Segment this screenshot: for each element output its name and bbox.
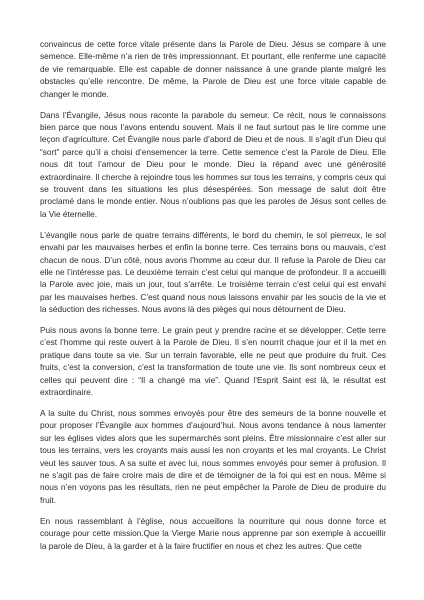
paragraph-4: Puis nous avons la bonne terre. Le grain peut y prendre racine et se développer. Cette terre c’est l’homme qui reste ouvert à la Parole de Dieu. Il s’en nourrit chaque jour et il la met en pratique dans toute sa vie. Sur un terrain favorable, elle ne peut que produire du fruit. Ces fruits, c’est la conversion, c’est la transformation de toute une vie. Ils sont nombreux ceux et celles qui peuvent dire : “Il a changé ma vie”. Quand l’Esprit Saint est là, le résultat est extraordinaire. [40,325,386,398]
paragraph-1: convaincus de cette force vitale présente dans la Parole de Dieu. Jésus se compare à une semence. Elle-même n’a rien de très impressionnant. Et pourtant, elle renferme une capacité de vie remarquable. Elle est capable de donner naissance à une grande plante malgré les obstacles qu’elle rencontre. De même, la Parole de Dieu est une force vitale capable de changer le monde. [40,39,386,99]
paragraph-5: A la suite du Christ, nous sommes envoyés pour être des semeurs de la bonne nouvelle et pour proposer l’Évangile aux hommes d’aujourd’hui. Nous avons tendance à nous lamenter sur les églises vides alors que les supermarchés sont pleins. Être missionnaire c’est aller sur tous les terrains, vers les croyants mais aussi les non croyants et les mal croyants. Le Christ veut les sauver tous. A sa suite et avec lui, nous sommes envoyés pour semer à profusion. Il ne s’agit pas de faire croire mais de dire et de témoigner de la foi qui est en nous. Même si nous n’en voyons pas les résultats, rien ne peut empêcher la Parole de Dieu de produire du fruit. [40,407,386,505]
paragraph-6: En nous rassemblant à l’église, nous accueillons la nourriture qui nous donne force et courage pour cette mission.Que la Vierge Marie nous apprenne par son exemple à accueillir la parole de Dieu, à la garder et à la faire fructifier en nous et chez les autres. Que cette [40,515,386,551]
paragraph-2: Dans l’Évangile, Jésus nous raconte la parabole du semeur. Ce récit, nous le connaissons bien parce que nous l’avons entendu souvent. Mais il ne faut surtout pas le lire comme une leçon d’agriculture. Cet Évangile nous parle d’abord de Dieu et de nous. Il s’agit d’un Dieu qui “sort” parce qu’il a choisi d’ensemencer la terre. Cette semence c’est la Parole de Dieu. Elle nous dit tout l’amour de Dieu pour le monde. Dieu la répand avec une générosité extraordinaire. Il cherche à rejoindre tous les hommes sur tous les terrains, y compris ceux qui se trouvent dans les situations les plus désespérées. Son message de salut doit être proclamé dans le monde entier. Nous n’oublions pas que les paroles de Jésus sont celles de la Vie éternelle. [40,109,386,219]
paragraph-3: L’évangile nous parle de quatre terrains différents, le bord du chemin, le sol pierreux, le sol envahi par les mauvaises herbes et enfin la bonne terre. Ces terrains bons ou mauvais, c’est chacun de nous. D’un côté, nous avons l’homme au cœur dur. Il refuse la Parole de Dieu car elle ne l’intéresse pas. Le deuxième terrain c’est celui qui manque de profondeur. Il a accueilli la Parole avec joie, mais un jour, tout s’arrête. Le troisième terrain c’est celui qui est envahi par les mauvaises herbes. C’est quand nous nous laissons envahir par les soucis de la vie et la séduction des richesses. Nous avons là des pièges qui nous détournent de Dieu. [40,229,386,315]
